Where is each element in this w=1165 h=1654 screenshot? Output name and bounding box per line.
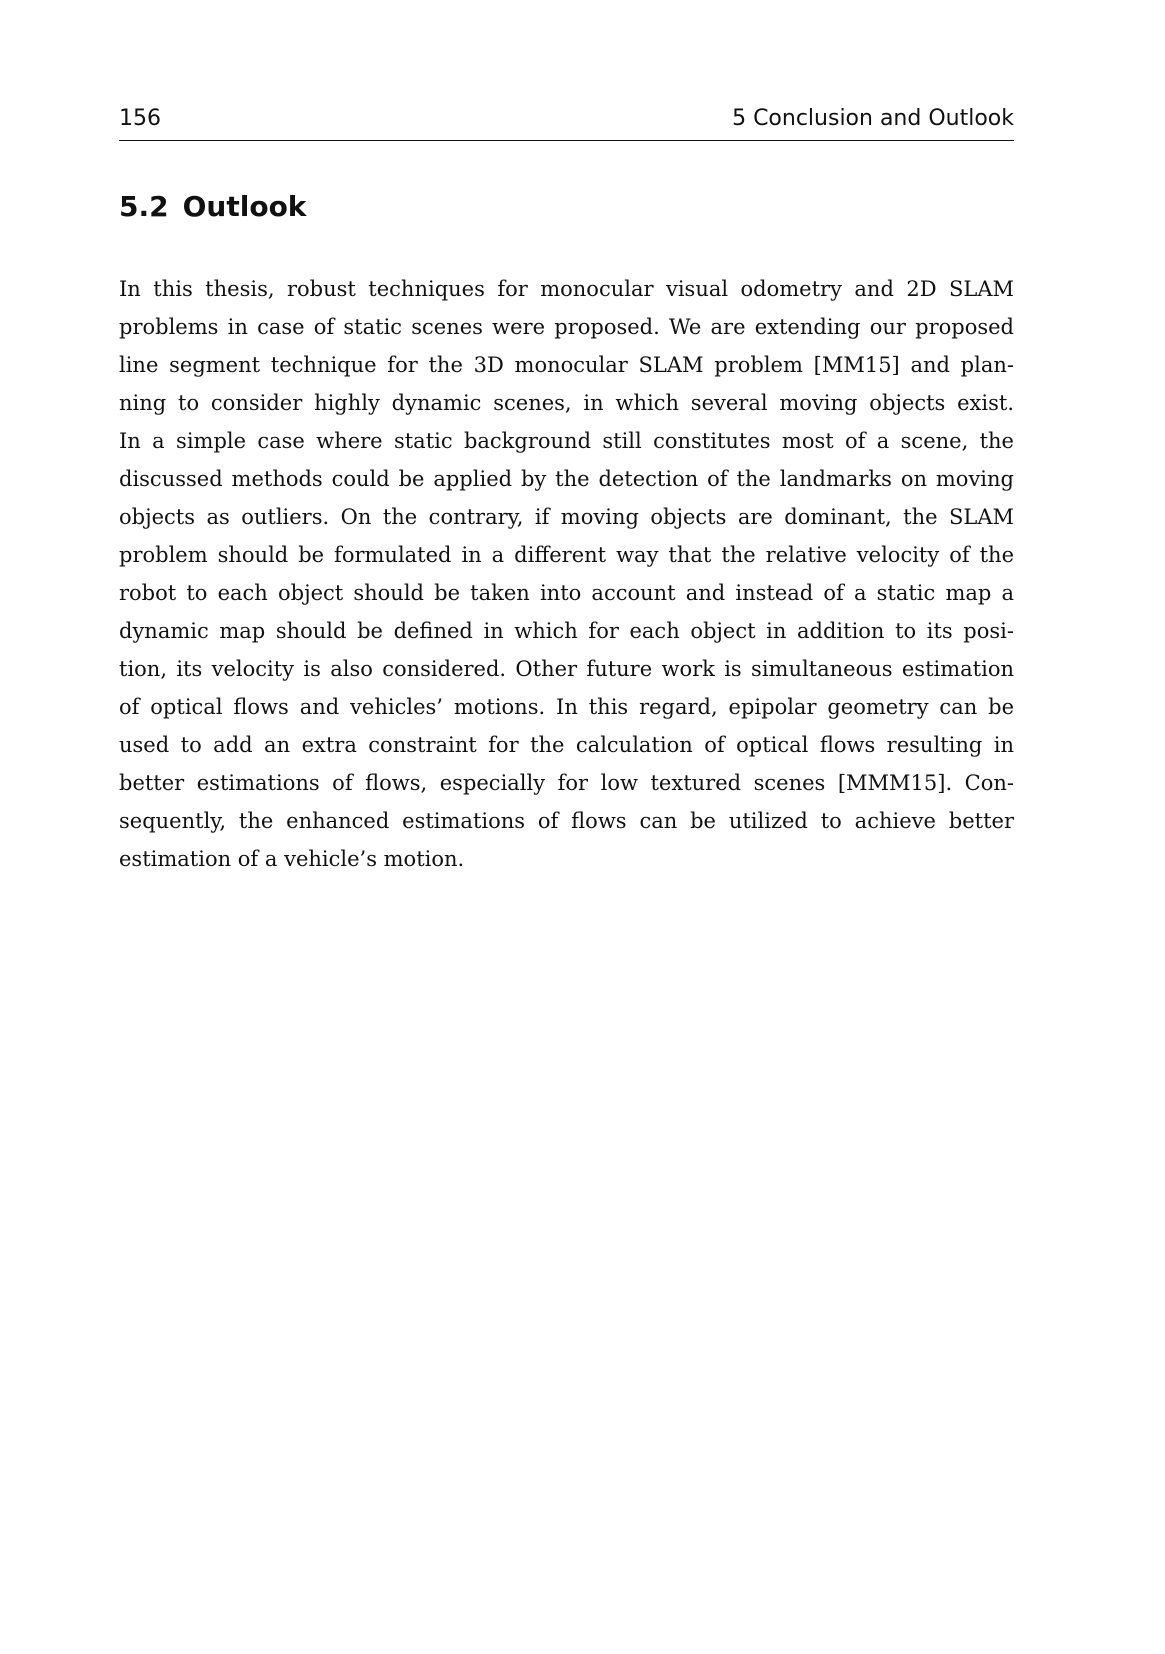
paragraph-line: robot to each object should be taken into account and instead of a static map a xyxy=(119,581,1014,605)
paragraph-line: discussed methods could be applied by the detection of the landmarks on moving xyxy=(119,467,1014,491)
section-heading xyxy=(119,190,306,223)
body-paragraph xyxy=(119,270,1014,878)
chapter-title: 5 Conclusion and Outlook xyxy=(732,106,1014,131)
paragraph-line: estimation of a vehicle’s motion. xyxy=(119,847,465,871)
paragraph-line: In a simple case where static background still constitutes most of a scene, the xyxy=(119,429,1014,453)
paragraph-line: objects as outliers. On the contrary, if moving objects are dominant, the SLAM xyxy=(119,505,1014,529)
paragraph-line: better estimations of flows, especially for low textured scenes [MMM15]. Con- xyxy=(119,771,1014,795)
paragraph-line: used to add an extra constraint for the calculation of optical flows resulting in xyxy=(119,733,1014,757)
paragraph-line: problems in case of static scenes were proposed. We are extending our proposed xyxy=(119,315,1014,339)
paragraph-line: dynamic map should be defined in which for each object in addition to its posi- xyxy=(119,619,1014,643)
paragraph-line: sequently, the enhanced estimations of flows can be utilized to achieve better xyxy=(119,809,1014,833)
paragraph-line: In this thesis, robust techniques for monocular visual odometry and 2D SLAM xyxy=(119,277,1014,301)
section-number: 5.2 xyxy=(119,190,169,223)
paragraph-line: line segment technique for the 3D monocular SLAM problem [MM15] and plan- xyxy=(119,353,1014,377)
paragraph-line: tion, its velocity is also considered. Other future work is simultaneous estimation xyxy=(119,657,1014,681)
paragraph-line: ning to consider highly dynamic scenes, in which several moving objects exist. xyxy=(119,391,1014,415)
paragraph-line: of optical flows and vehicles’ motions. In this regard, epipolar geometry can be xyxy=(119,695,1014,719)
page-number: 156 xyxy=(119,106,161,131)
paragraph-line: problem should be formulated in a different way that the relative velocity of the xyxy=(119,543,1014,567)
running-header xyxy=(119,100,1014,141)
section-title: Outlook xyxy=(182,190,307,223)
